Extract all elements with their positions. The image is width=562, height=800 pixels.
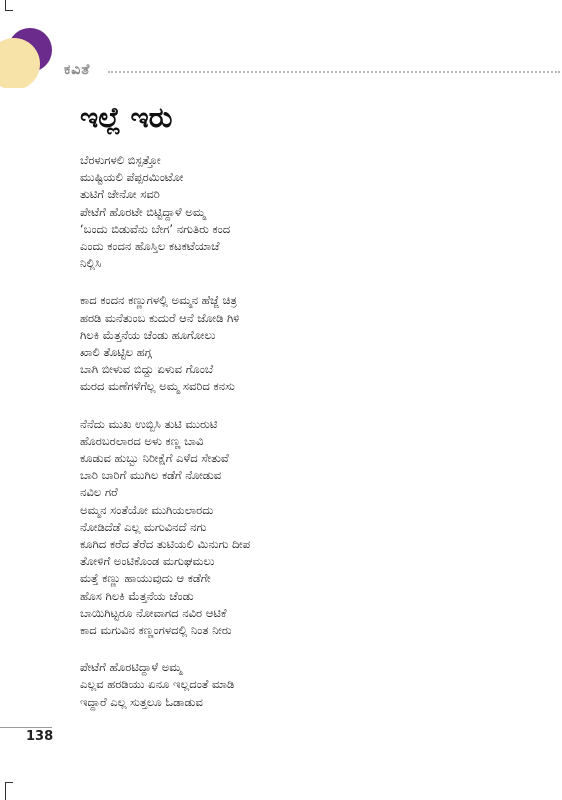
poem-line: ತುಟಿಗೆ ಜೇನೋ ಸವರಿ <box>80 187 160 202</box>
poem-line: ‘ಬಂದು ಬಿಡುವೆನು ಬೇಗ’ ನಗುತಿರು ಕಂದ <box>80 221 231 236</box>
poem-line: ನಿಲ್ಲಿಸಿ <box>80 256 102 271</box>
section-label: ಕವಿತೆ <box>64 62 91 78</box>
crop-mark-top-left-h <box>5 10 13 11</box>
poem-line: ಕೂಗಿದ ಕರೆದ ತೆರೆದ ತುಟಿಯಲಿ ಮಿನುಗು ದೀಪ <box>80 537 251 552</box>
page-number-rule <box>0 727 52 728</box>
stanza <box>80 152 520 272</box>
poem-line: ಇದ್ದಾರೆ ಎಲ್ಲ ಸುತ್ತಲೂ ಓಡಾಡುವ <box>80 694 203 709</box>
poem-line: ನೋಡಿದೆಡೆ ಎಲ್ಲ ಮಗುವಿನದೆ ನಗು <box>80 519 207 534</box>
poem-line: ಕಾದ ಮಗುವಿನ ಕಣ್ಣಂಗಳದಲ್ಲಿ ನಿಂತ ನೀರು <box>80 623 232 638</box>
poem-line: ಖಾಲಿ ತೊಟ್ಟಿಲ ಹಗ್ಗ <box>80 345 152 360</box>
stanza <box>80 659 520 711</box>
poem-title: ಇಲ್ಲೆ ಇರು <box>80 101 173 134</box>
stanza <box>80 416 520 640</box>
poem-line: ಹರಡಿ ಮನೆತುಂಬ ಕುದುರೆ ಆನೆ ಜೋಡಿ ಗಿಳಿ <box>80 310 240 325</box>
poem-line: ಮರದ ಮಣೆಗಳೆಗೆಲ್ಲ ಅಮ್ಮ ಸವರಿದ ಕನಸು <box>80 379 235 394</box>
poem-body <box>80 152 520 731</box>
poem-line: ಹೊರಬರಲಾರದ ಅಳು ಕಣ್ಣ ಬಾವಿ <box>80 433 204 448</box>
page-number: 138 <box>26 729 54 744</box>
poem-line: ಗಿಲಕಿ ಮೆತ್ತನೆಯ ಚೆಂಡು ಹೂಗೋಲು <box>80 327 216 342</box>
poem-line: ಅಮ್ಮನ ಸಂತೆಯೋ ಮುಗಿಯಲಾರದು <box>80 502 214 517</box>
poem-line: ಎಲ್ಲವ ಹರಡಿಯು ಏನೂ ಇಲ್ಲದಂತೆ ಮಾಡಿ <box>80 677 235 692</box>
poem-line: ಬಾಗಿ ಬೀಳುವ ಬಿದ್ದು ಏಳುವ ಗೊಂಬೆ <box>80 362 214 377</box>
crop-mark-bottom-left-v <box>5 782 6 800</box>
poem-line: ಪೇಟೆಗೆ ಹೊರಟೇ ಬಿಟ್ಟಿದ್ದಾಳೆ ಅಮ್ಮ <box>80 204 206 219</box>
poem-line: ನೆನೆದು ಮುಖ ಉಬ್ಬಿಸಿ ತುಟಿ ಮುರುಟಿ <box>80 416 218 431</box>
poem-line: ಕಾದ ಕಂದನ ಕಣ್ಣುಗಳಲ್ಲಿ ಅಮ್ಮನ ಹೆಜ್ಜೆ ಚಿತ್ರ <box>80 293 237 308</box>
dotted-divider <box>108 71 560 73</box>
poem-line: ಎಂದು ಕಂದನ ಹೊಸ್ತಿಲ ಕಟಕಟೆಯಾಚೆ <box>80 239 220 254</box>
crop-mark-top-left-v <box>5 0 6 10</box>
poem-line: ನವಿಲ ಗರೆ <box>80 485 118 500</box>
poem-line: ಮುಷ್ಟಿಯಲಿ ಪೆಪ್ಪರಮಿಂಟೋ <box>80 170 184 185</box>
crop-mark-bottom-left-h <box>5 782 13 783</box>
poem-line: ಬಾರಿ ಬಾರಿಗೆ ಮುಗಿಲ ಕಡೆಗೆ ನೋಡುವ <box>80 468 222 483</box>
poem-line: ಹೊಸ ಗಿಲಕಿ ಮೆತ್ತನೆಯ ಚೆಂಡು <box>80 588 194 603</box>
stanza <box>80 292 520 395</box>
poem-line: ಮತ್ತೆ ಕಣ್ಣು ಹಾಯುವುದು ಆ ಕಡೆಗೇ <box>80 571 211 586</box>
poem-line: ಬಾಯಿಗಿಟ್ಟರೂ ನೋವಾಗದ ನವಿರ ಆಟಿಕೆ <box>80 605 227 620</box>
poem-line: ಪೇಟೆಗೆ ಹೊರಟಿದ್ದಾಳೆ ಅಮ್ಮ <box>80 660 182 675</box>
poem-line: ತೋಳಿಗೆ ಅಂಟಿಕೊಂಡ ಮಗುಘಮಲು <box>80 554 215 569</box>
poem-line: ಕೂಡುವ ಹುಬ್ಬು ನಿರೀಕ್ಷೆಗೆ ಎಳೆದ ಸೇತುವೆ <box>80 451 229 466</box>
decorative-circles-icon <box>0 24 54 88</box>
poem-line: ಬೆರಳುಗಳಲಿ ಬಿಸ್ಪತ್ತೋ <box>80 153 161 167</box>
